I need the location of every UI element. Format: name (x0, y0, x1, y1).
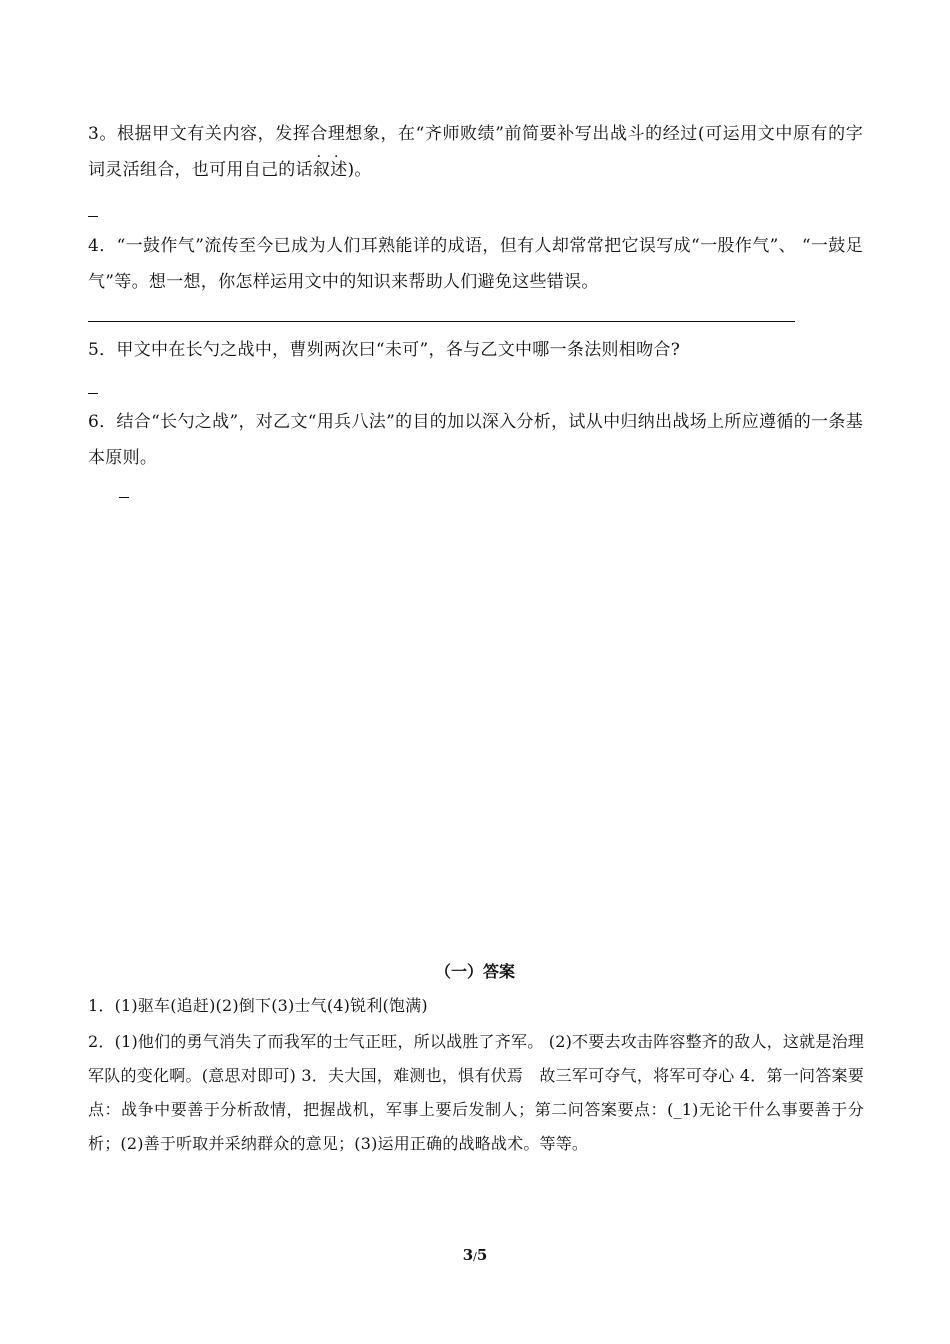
page-number (0, 1243, 950, 1269)
total-pages: 5 (476, 1246, 488, 1264)
page-separator: / (473, 1250, 477, 1263)
answer-line-q4 (88, 321, 795, 322)
question-6: 6．结合“长勺之战”，对乙文“用兵八法”的目的加以深入分析，试从中归纳出战场上所应遵循的一条基本原则。 (88, 412, 863, 468)
answer-blank-q3 (88, 216, 98, 217)
question-3 (88, 116, 863, 188)
question-3-text-after: 想象，在“齐师败绩”前简要补写出战斗的经过(可运用文中原有的字词灵活组合，也可用自己的话叙述)。 (88, 124, 864, 180)
emphasis-dot-char-2: 理 (327, 124, 345, 144)
question-3-text-before: 3。根据甲文有关内容，发挥 (88, 124, 311, 144)
emphasis-dot-char-1: 合 (310, 124, 328, 144)
current-page: 3 (462, 1246, 474, 1264)
answer-1: 1．(1)驱车(追赶)(2)倒下(3)士气(4)锐利(饱满) (88, 996, 428, 1015)
question-4: 4．“一鼓作气”流传至今已成为人们耳熟能详的成语，但有人却常常把它误写成“一股作气”、 “一鼓足气”等。想一想，你怎样运用文中的知识来帮助人们避免这些错误。 (88, 236, 863, 292)
question-5: 5．甲文中在长勺之战中，曹刿两次曰“未可”，各与乙文中哪一条法则相吻合? (88, 340, 681, 360)
answer-2-to-4: 2．(1)他们的勇气消失了而我军的士气正旺，所以战胜了齐军。 (2)不要去攻击阵容整齐的敌人，这就是治理军队的变化啊。(意思对即可) 3．夫大国，难测也，惧有伏焉 故三军可夺气，将军可夺心 4．第一问答案要点：战争中要善于分析敌情，把握战机，军事上要后发制人；第二问答案要点：(_1)无论干什么事要善于分析；(2)善于听取并采纳群众的意见；(3)运用正确的战略战术。等等。 (88, 1032, 864, 1153)
answers-heading: （一）答案 (434, 962, 515, 981)
answer-blank-q5 (88, 393, 98, 394)
answer-blank-q6 (119, 497, 129, 498)
